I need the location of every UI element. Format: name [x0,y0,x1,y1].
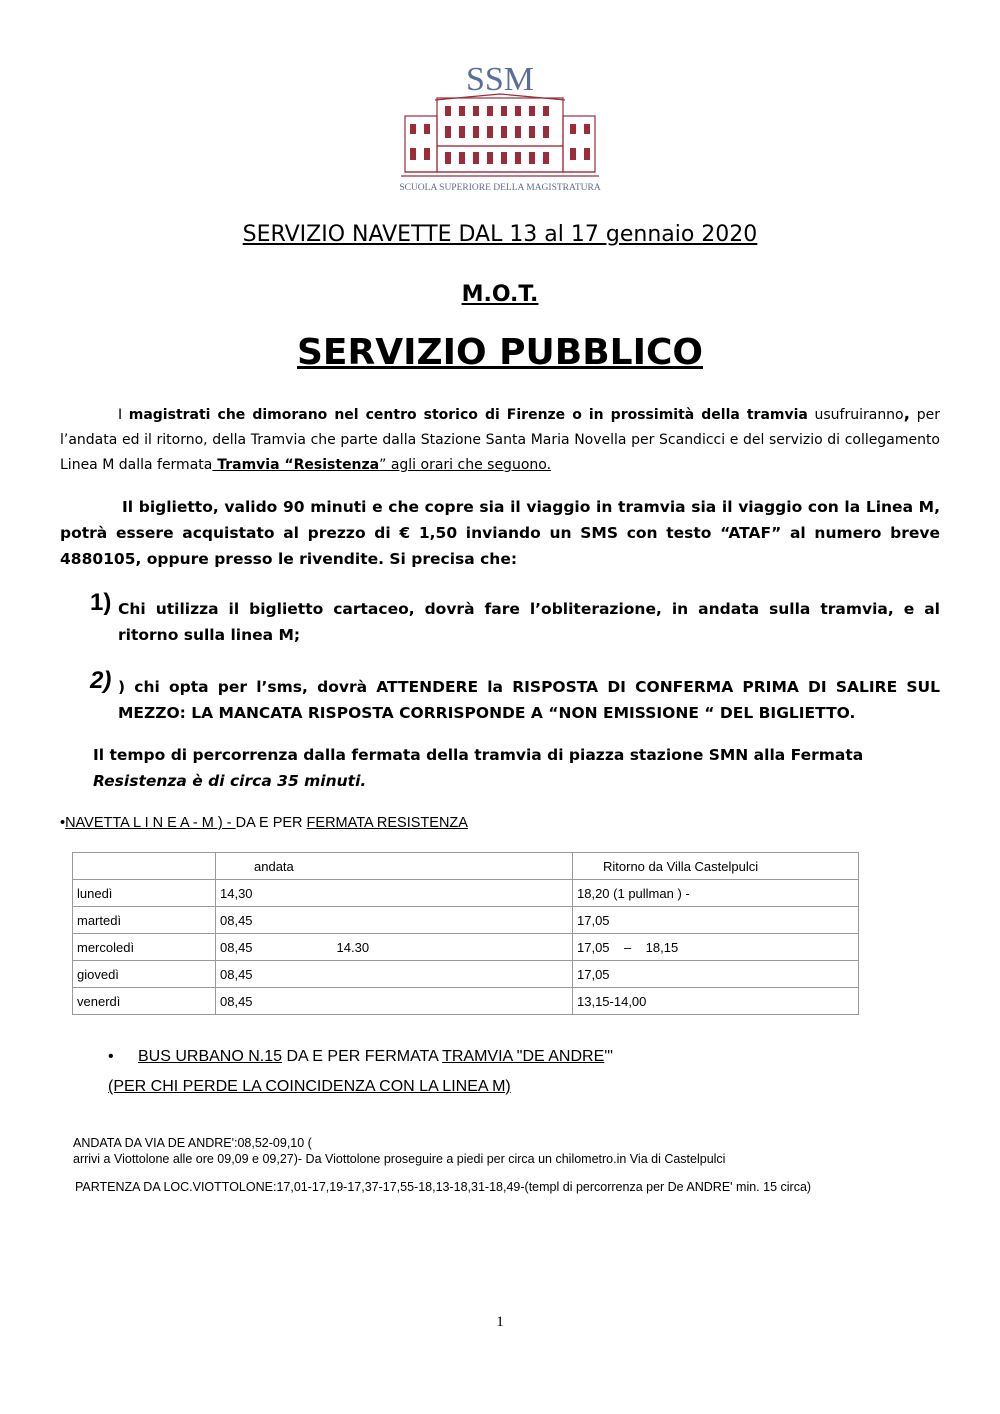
schedule-table [72,852,859,1015]
item-text: Chi utilizza il biglietto cartaceo, dovrà fare l’obliterazione, in andata sulla tramvia, e al ritorno sulla linea M; [118,600,940,644]
table-row [73,880,859,907]
andata-cell: 08,45 [216,961,573,988]
ritorno-cell: 18,20 (1 pullman ) - [573,880,859,907]
ssm-logo [395,58,605,198]
table-row [73,988,859,1015]
table-header-cell: andata [216,853,573,880]
table-row [73,961,859,988]
day-cell: mercoledì [73,934,216,961]
andata-info: ANDATA DA VIA DE ANDRE':08,52-09,10 ( arrivi a Viottolone alle ore 09,09 e 09,27)- Da Viottolone proseguire a piedi per circa un chilometro.in Via di Castelpulci [73,1136,726,1166]
andata-cell: 08,45 [216,988,573,1015]
table-header-row [73,853,859,880]
day-cell: venerdì [73,988,216,1015]
day-cell: martedì [73,907,216,934]
page-number: 1 [496,1314,504,1330]
ticket-paragraph: Il biglietto, valido 90 minuti e che copre sia il viaggio in tramvia sia il viaggio con la Linea M, potrà essere acquistato al prezzo di € 1,50 inviando un SMS con testo “ATAF” al numero breve 4880105, oppure presso le rivendite. Si precisa che: [60,498,940,568]
bus-subheading: (PER CHI PERDE LA COINCIDENZA CON LA LINEA M) [108,1078,511,1095]
table-header-cell [73,853,216,880]
bullet: • [108,1048,114,1065]
logo-caption: SCUOLA SUPERIORE DELLA MAGISTRATURA [399,183,601,193]
item-number: 1) [90,589,112,616]
ritorno-cell: 17,05 – 18,15 [573,934,859,961]
day-cell: giovedì [73,961,216,988]
table-header-cell: Ritorno da Villa Castelpulci [573,853,859,880]
document-subtitle: M.O.T. [461,282,539,307]
partenza-info: PARTENZA DA LOC.VIOTTOLONE:17,01-17,19-17,37-17,55-18,13-18,31-18,49-(templ di percorrenza per De ANDRE' min. 15 circa) [75,1180,812,1194]
andata-cell: 08,45 [216,907,573,934]
ritorno-cell: 17,05 [573,961,859,988]
intro-paragraph: I magistrati che dimorano nel centro storico di Firenze o in prossimità della tramvia usufruiranno, per l’andata ed il ritorno, della Tramvia che parte dalla Stazione Santa Maria Novella per Scandicci e del servizio di collegamento Linea M dalla fermata Tramvia “Resistenza” agli orari che seguono. [60,404,940,473]
andata-cell: 14,30 [216,880,573,907]
andata-cell: 08,45 14.30 [216,934,573,961]
navetta-heading: •NAVETTA L I N E A - M ) - DA E PER FERMATA RESISTENZA [60,815,468,831]
item-number: 2) [90,667,112,694]
ritorno-cell: 17,05 [573,907,859,934]
item-text: ) chi opta per l’sms, dovrà ATTENDERE la RISPOSTA DI CONFERMA PRIMA DI SALIRE SUL MEZZO: LA MANCATA RISPOSTA CORRISPONDE A “NON EMISSIONE “ DEL BIGLIETTO. [118,678,940,722]
document-title: SERVIZIO NAVETTE DAL 13 al 17 gennaio 2020 [242,222,758,247]
logo-acronym: SSM [465,61,535,98]
list-item [90,667,940,726]
travel-time-note: Il tempo di percorrenza dalla fermata della tramvia di piazza stazione SMN alla Fermata Resistenza è di circa 35 minuti. [93,746,864,790]
table-row [73,934,859,961]
list-item [90,589,940,648]
day-cell: lunedì [73,880,216,907]
table-row [73,907,859,934]
building-icon [401,94,599,176]
ritorno-cell: 13,15-14,00 [573,988,859,1015]
main-heading: SERVIZIO PUBBLICO [297,332,703,373]
